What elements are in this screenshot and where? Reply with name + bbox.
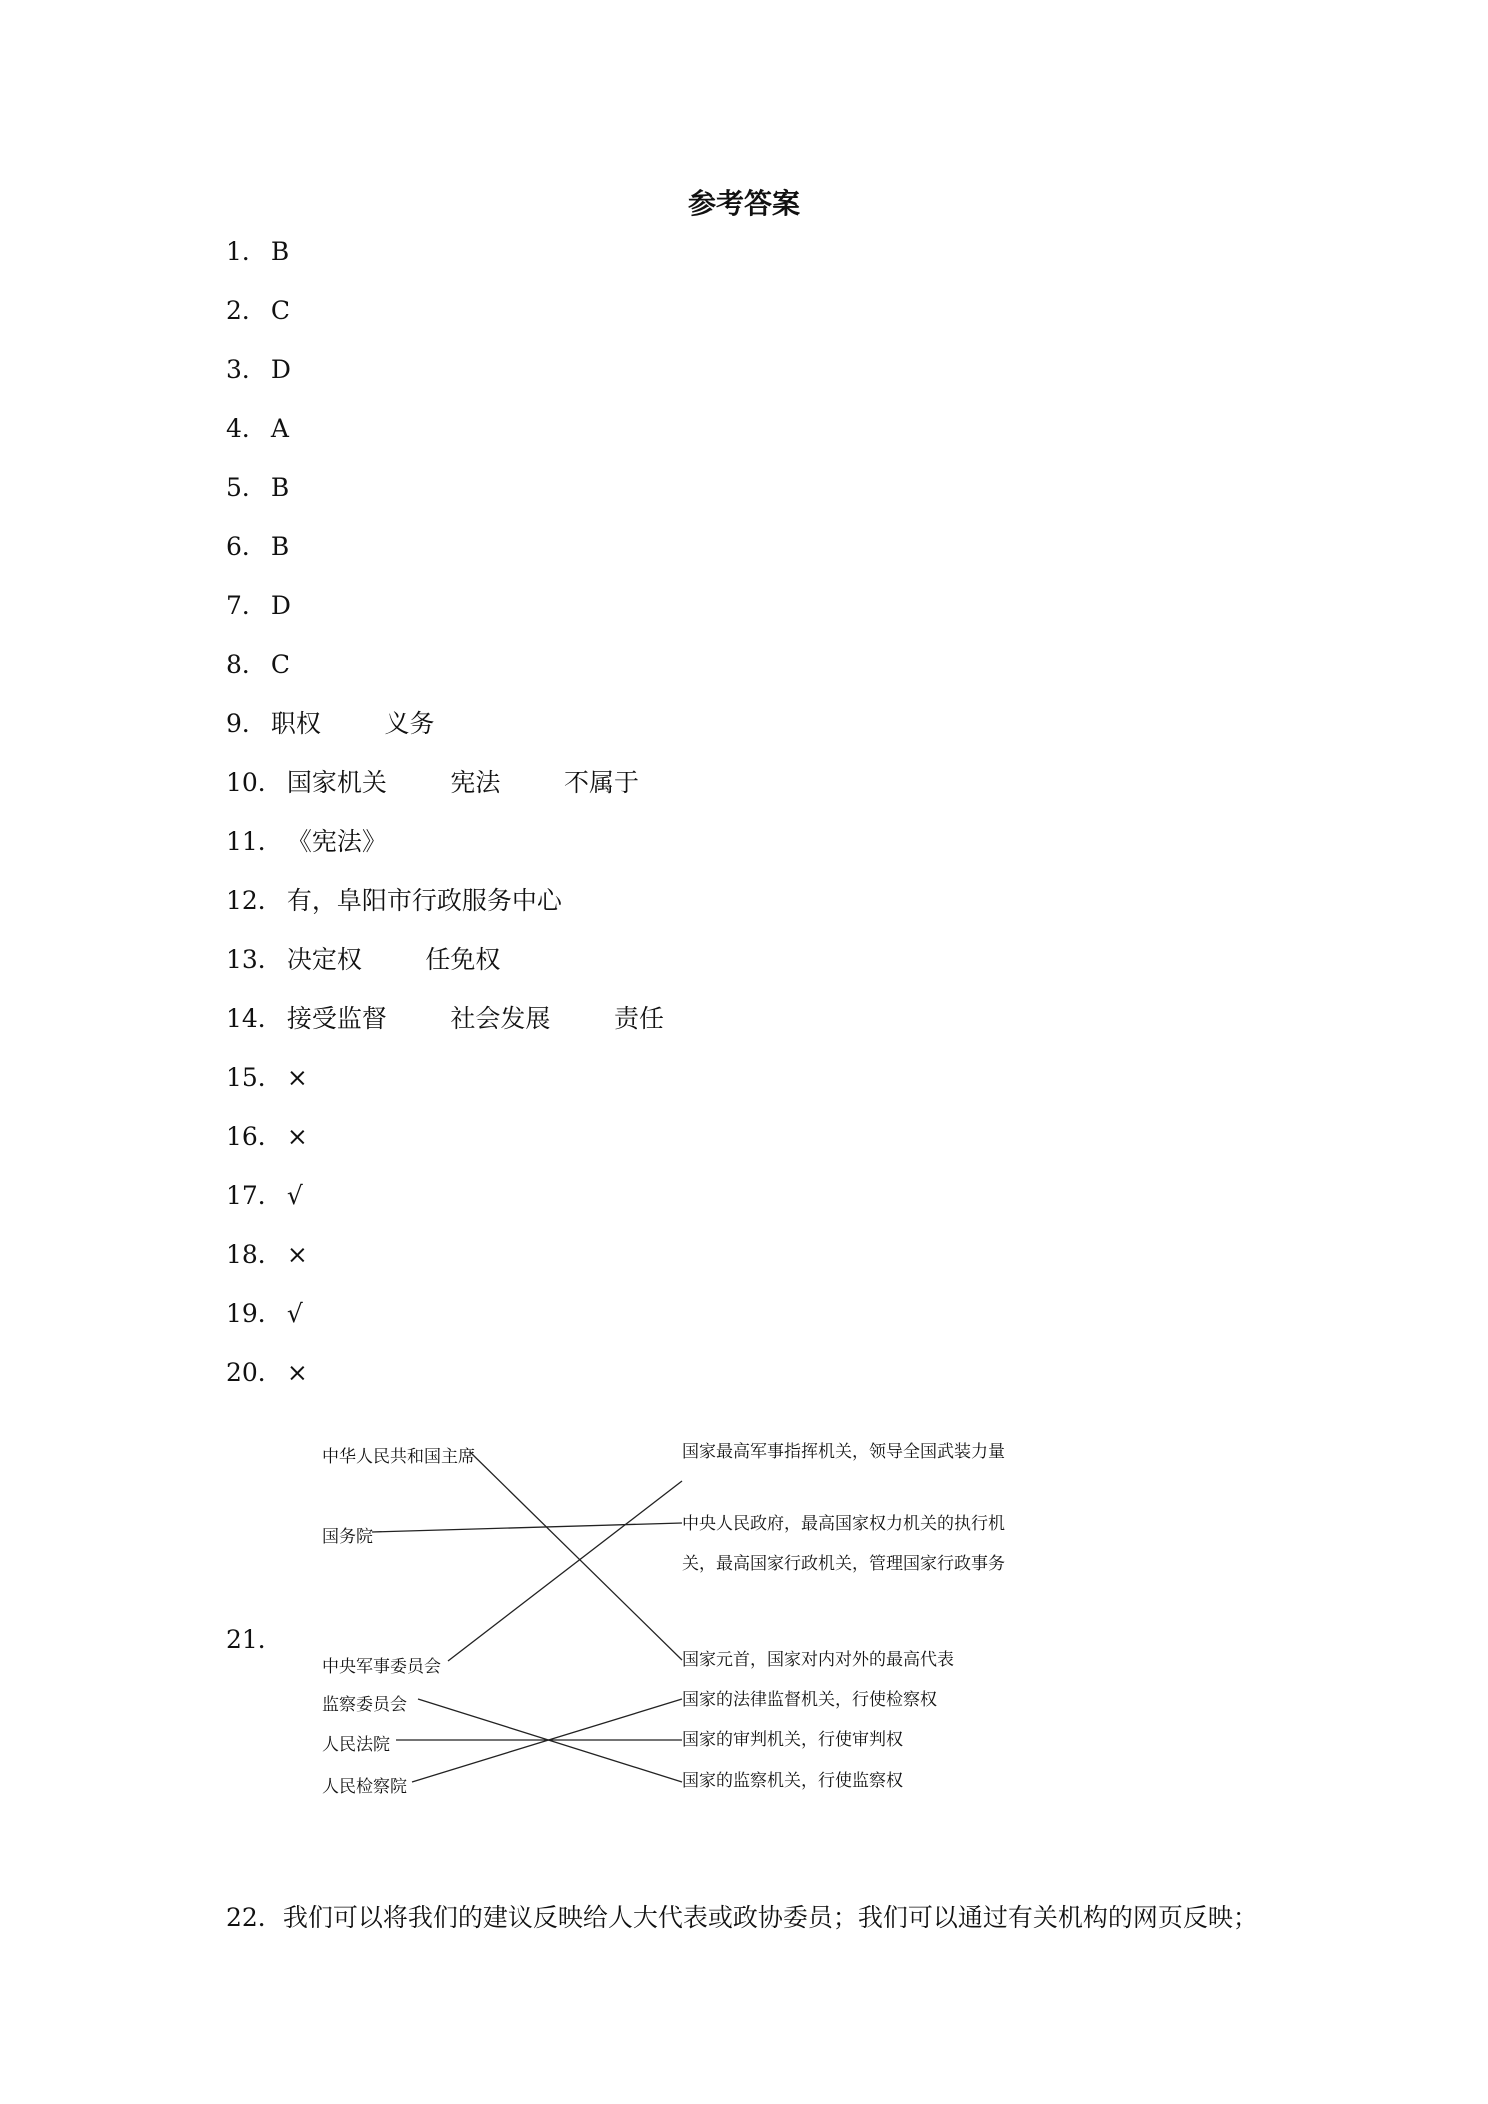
answer-text: × (286, 1063, 308, 1092)
answer-item (226, 942, 664, 1001)
answer-number: 9． (226, 709, 267, 738)
answer-number: 13． (226, 945, 283, 974)
match-right-procuratorial: 国家的法律监督机关，行使检察权 (682, 1690, 937, 1710)
q22-text: 我们可以将我们的建议反映给人大代表或政协委员；我们可以通过有关机构的网页反映； (282, 1903, 1258, 1932)
answer-item (226, 1060, 664, 1119)
answer-item (226, 470, 664, 529)
answer-item (226, 883, 664, 942)
answer-text: B (270, 532, 290, 561)
match-right-head-of-state: 国家元首，国家对内对外的最高代表 (682, 1650, 954, 1670)
match-left-supervisory-commission: 监察委员会 (322, 1695, 407, 1715)
answer-item (226, 352, 664, 411)
answer-item (226, 529, 664, 588)
answer-text: A (270, 414, 289, 443)
answer-item (226, 1237, 664, 1296)
answer-number: 11． (226, 827, 283, 856)
answer-text: D (270, 591, 291, 620)
answer-text: √ (286, 1181, 303, 1210)
answer-number: 12． (226, 886, 283, 915)
answer-text: 有，阜阳市行政服务中心 (286, 886, 562, 915)
match-left-military-commission: 中央军事委员会 (322, 1657, 441, 1677)
q21-number: 21． (226, 1625, 283, 1654)
answer-item (226, 647, 664, 706)
answer-text: 接受监督 社会发展 责任 (286, 1004, 664, 1033)
answer-number: 4． (226, 414, 267, 443)
answer-item (226, 234, 664, 293)
q22-number: 22． (226, 1903, 283, 1932)
match-left-court: 人民法院 (322, 1735, 390, 1755)
answer-text: 职权 义务 (270, 709, 435, 738)
answer-item (226, 1119, 664, 1178)
answer-number: 19． (226, 1299, 283, 1328)
match-right-supervisory: 国家的监察机关，行使监察权 (682, 1771, 903, 1791)
matching-diagram (300, 1440, 1060, 1820)
answer-number: 10． (226, 768, 283, 797)
match-left-president: 中华人民共和国主席 (322, 1447, 475, 1467)
answer-text: B (270, 473, 290, 502)
page-title: 参考答案 (687, 187, 800, 220)
answer-text: D (270, 355, 291, 384)
answer-number: 18． (226, 1240, 283, 1269)
answer-number: 17． (226, 1181, 283, 1210)
answer-number: 3． (226, 355, 267, 384)
match-left-state-council: 国务院 (322, 1527, 373, 1547)
answer-item (226, 765, 664, 824)
answer-number: 2． (226, 296, 267, 325)
answer-text: × (286, 1122, 308, 1151)
match-right-judicial: 国家的审判机关，行使审判权 (682, 1730, 903, 1750)
answer-item (226, 293, 664, 352)
answer-text: × (286, 1240, 308, 1269)
answer-text: C (270, 650, 291, 679)
match-line-military-commission (448, 1481, 682, 1661)
answer-text: 国家机关 宪法 不属于 (286, 768, 639, 797)
answer-item (226, 824, 664, 883)
answer-number: 7． (226, 591, 267, 620)
match-right-military: 国家最高军事指挥机关，领导全国武装力量 (682, 1442, 1005, 1462)
answer-number: 20． (226, 1358, 283, 1387)
answer-item (226, 1178, 664, 1237)
answer-number: 8． (226, 650, 267, 679)
answer-text: B (270, 237, 290, 266)
answer-item (226, 411, 664, 470)
answer-number: 15． (226, 1063, 283, 1092)
match-left-procuratorate: 人民检察院 (322, 1777, 407, 1797)
answer-text: 决定权 任免权 (286, 945, 501, 974)
answer-number: 1． (226, 237, 267, 266)
answer-number: 14． (226, 1004, 283, 1033)
answer-text: × (286, 1358, 308, 1387)
answer-item (226, 1296, 664, 1355)
answer-list (226, 234, 664, 1414)
match-line-state-council (372, 1523, 682, 1532)
answer-item (226, 1001, 664, 1060)
answer-number: 5． (226, 473, 267, 502)
answer-number: 6． (226, 532, 267, 561)
answer-item (226, 706, 664, 765)
q22-answer (226, 1898, 1258, 1934)
answer-text: 《宪法》 (286, 827, 387, 856)
answer-item (226, 1355, 664, 1414)
answer-item (226, 588, 664, 647)
answer-number: 16． (226, 1122, 283, 1151)
answer-text: √ (286, 1299, 303, 1328)
answer-text: C (270, 296, 291, 325)
match-line-president (470, 1452, 682, 1660)
match-right-government: 中央人民政府，最高国家权力机关的执行机关，最高国家行政机关，管理国家行政事务 (682, 1514, 1005, 1574)
